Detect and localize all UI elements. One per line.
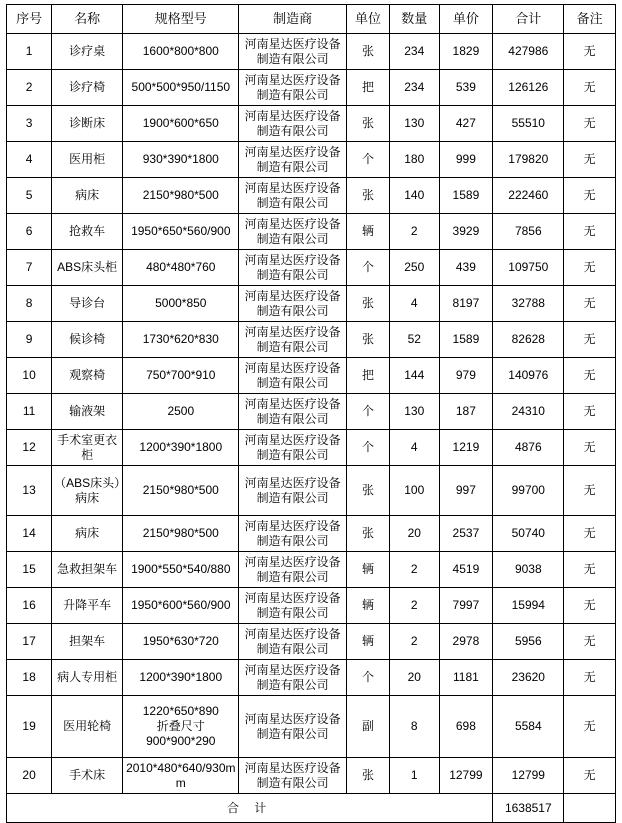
cell-spec: 2010*480*640/930mm — [123, 758, 239, 794]
cell-price: 1219 — [439, 430, 493, 466]
summary-remark — [564, 794, 616, 823]
cell-name: 升降平车 — [52, 588, 123, 624]
cell-spec: 1600*800*800 — [123, 34, 239, 70]
cell-name: 手术床 — [52, 758, 123, 794]
cell-price: 539 — [439, 70, 493, 106]
cell-total: 109750 — [493, 250, 564, 286]
cell-name: 手术室更衣柜 — [52, 430, 123, 466]
cell-total: 5956 — [493, 624, 564, 660]
cell-remark: 无 — [564, 758, 616, 794]
cell-spec: 1200*390*1800 — [123, 430, 239, 466]
table-row — [7, 552, 616, 588]
cell-name: 诊断床 — [52, 106, 123, 142]
table-row — [7, 588, 616, 624]
cell-spec: 1220*650*890 折叠尺寸 900*900*290 — [123, 696, 239, 758]
cell-price: 427 — [439, 106, 493, 142]
table-row — [7, 286, 616, 322]
cell-price: 999 — [439, 142, 493, 178]
cell-total: 427986 — [493, 34, 564, 70]
cell-total: 126126 — [493, 70, 564, 106]
cell-seq: 5 — [7, 178, 52, 214]
cell-remark: 无 — [564, 322, 616, 358]
cell-remark: 无 — [564, 394, 616, 430]
cell-remark: 无 — [564, 70, 616, 106]
cell-qty: 52 — [390, 322, 439, 358]
cell-name: 候诊椅 — [52, 322, 123, 358]
cell-name: 医用柜 — [52, 142, 123, 178]
cell-name: 病人专用柜 — [52, 660, 123, 696]
cell-price: 979 — [439, 358, 493, 394]
cell-total: 7856 — [493, 214, 564, 250]
cell-unit: 个 — [346, 142, 389, 178]
cell-total: 82628 — [493, 322, 564, 358]
cell-spec: 1900*550*540/880 — [123, 552, 239, 588]
cell-qty: 20 — [390, 660, 439, 696]
cell-maker: 河南星达医疗设备制造有限公司 — [239, 516, 347, 552]
cell-spec: 1950*630*720 — [123, 624, 239, 660]
cell-remark: 无 — [564, 142, 616, 178]
cell-total: 32788 — [493, 286, 564, 322]
cell-unit: 个 — [346, 660, 389, 696]
cell-price: 1829 — [439, 34, 493, 70]
cell-qty: 234 — [390, 70, 439, 106]
cell-spec: 1900*600*650 — [123, 106, 239, 142]
cell-qty: 144 — [390, 358, 439, 394]
cell-remark: 无 — [564, 588, 616, 624]
header-row — [7, 5, 616, 34]
cell-seq: 15 — [7, 552, 52, 588]
cell-total: 4876 — [493, 430, 564, 466]
cell-seq: 16 — [7, 588, 52, 624]
cell-spec: 750*700*910 — [123, 358, 239, 394]
cell-unit: 张 — [346, 106, 389, 142]
cell-price: 698 — [439, 696, 493, 758]
cell-unit: 辆 — [346, 588, 389, 624]
cell-price: 1181 — [439, 660, 493, 696]
cell-maker: 河南星达医疗设备制造有限公司 — [239, 430, 347, 466]
cell-qty: 2 — [390, 552, 439, 588]
cell-maker: 河南星达医疗设备制造有限公司 — [239, 466, 347, 516]
cell-remark: 无 — [564, 286, 616, 322]
equipment-table — [6, 4, 616, 823]
cell-maker: 河南星达医疗设备制造有限公司 — [239, 250, 347, 286]
cell-qty: 180 — [390, 142, 439, 178]
cell-spec: 930*390*1800 — [123, 142, 239, 178]
cell-remark: 无 — [564, 660, 616, 696]
cell-name: 医用轮椅 — [52, 696, 123, 758]
cell-seq: 10 — [7, 358, 52, 394]
cell-name: 担架车 — [52, 624, 123, 660]
cell-unit: 把 — [346, 358, 389, 394]
cell-unit: 张 — [346, 516, 389, 552]
cell-spec: 2150*980*500 — [123, 516, 239, 552]
column-header-total: 合计 — [493, 5, 564, 34]
cell-maker: 河南星达医疗设备制造有限公司 — [239, 624, 347, 660]
table-row — [7, 430, 616, 466]
cell-name: 病床 — [52, 516, 123, 552]
summary-row — [7, 794, 616, 823]
table-row — [7, 142, 616, 178]
cell-maker: 河南星达医疗设备制造有限公司 — [239, 552, 347, 588]
cell-seq: 4 — [7, 142, 52, 178]
table-footer — [7, 794, 616, 823]
cell-spec: 1950*600*560/900 — [123, 588, 239, 624]
cell-unit: 副 — [346, 696, 389, 758]
cell-seq: 14 — [7, 516, 52, 552]
cell-price: 1589 — [439, 322, 493, 358]
cell-remark: 无 — [564, 178, 616, 214]
cell-maker: 河南星达医疗设备制造有限公司 — [239, 394, 347, 430]
table-row — [7, 358, 616, 394]
cell-remark: 无 — [564, 624, 616, 660]
cell-unit: 张 — [346, 286, 389, 322]
cell-qty: 20 — [390, 516, 439, 552]
column-header-remark: 备注 — [564, 5, 616, 34]
cell-maker: 河南星达医疗设备制造有限公司 — [239, 178, 347, 214]
cell-spec: 480*480*760 — [123, 250, 239, 286]
cell-unit: 个 — [346, 250, 389, 286]
summary-value: 1638517 — [493, 794, 564, 823]
cell-name: 诊疗桌 — [52, 34, 123, 70]
cell-remark: 无 — [564, 430, 616, 466]
cell-seq: 11 — [7, 394, 52, 430]
cell-qty: 130 — [390, 106, 439, 142]
cell-remark: 无 — [564, 250, 616, 286]
cell-name: 输液架 — [52, 394, 123, 430]
cell-seq: 7 — [7, 250, 52, 286]
cell-price: 997 — [439, 466, 493, 516]
table-row — [7, 70, 616, 106]
cell-remark: 无 — [564, 34, 616, 70]
cell-maker: 河南星达医疗设备制造有限公司 — [239, 106, 347, 142]
cell-qty: 4 — [390, 286, 439, 322]
cell-name: ABS床头柜 — [52, 250, 123, 286]
table-header — [7, 5, 616, 34]
cell-name: 诊疗椅 — [52, 70, 123, 106]
cell-name: 病床 — [52, 178, 123, 214]
cell-total: 9038 — [493, 552, 564, 588]
cell-spec: 500*500*950/1150 — [123, 70, 239, 106]
cell-unit: 张 — [346, 34, 389, 70]
cell-remark: 无 — [564, 358, 616, 394]
cell-spec: 5000*850 — [123, 286, 239, 322]
cell-maker: 河南星达医疗设备制造有限公司 — [239, 358, 347, 394]
cell-price: 3929 — [439, 214, 493, 250]
cell-maker: 河南星达医疗设备制造有限公司 — [239, 70, 347, 106]
cell-total: 50740 — [493, 516, 564, 552]
table-row — [7, 106, 616, 142]
cell-spec: 2150*980*500 — [123, 178, 239, 214]
column-header-name: 名称 — [52, 5, 123, 34]
cell-total: 99700 — [493, 466, 564, 516]
cell-spec: 2500 — [123, 394, 239, 430]
cell-qty: 4 — [390, 430, 439, 466]
cell-price: 187 — [439, 394, 493, 430]
cell-unit: 把 — [346, 70, 389, 106]
column-header-maker: 制造商 — [239, 5, 347, 34]
cell-seq: 3 — [7, 106, 52, 142]
cell-maker: 河南星达医疗设备制造有限公司 — [239, 322, 347, 358]
cell-unit: 个 — [346, 430, 389, 466]
table-row — [7, 34, 616, 70]
cell-price: 2978 — [439, 624, 493, 660]
cell-spec: 1200*390*1800 — [123, 660, 239, 696]
cell-qty: 234 — [390, 34, 439, 70]
cell-name: （ABS床头）病床 — [52, 466, 123, 516]
cell-price: 439 — [439, 250, 493, 286]
cell-remark: 无 — [564, 552, 616, 588]
cell-maker: 河南星达医疗设备制造有限公司 — [239, 696, 347, 758]
table-row — [7, 624, 616, 660]
cell-maker: 河南星达医疗设备制造有限公司 — [239, 142, 347, 178]
cell-unit: 辆 — [346, 552, 389, 588]
cell-remark: 无 — [564, 466, 616, 516]
cell-price: 7997 — [439, 588, 493, 624]
cell-maker: 河南星达医疗设备制造有限公司 — [239, 286, 347, 322]
cell-remark: 无 — [564, 696, 616, 758]
cell-qty: 2 — [390, 624, 439, 660]
table-row — [7, 696, 616, 758]
cell-total: 23620 — [493, 660, 564, 696]
cell-qty: 8 — [390, 696, 439, 758]
cell-seq: 2 — [7, 70, 52, 106]
column-header-seq: 序号 — [7, 5, 52, 34]
cell-total: 179820 — [493, 142, 564, 178]
cell-price: 2537 — [439, 516, 493, 552]
table-row — [7, 516, 616, 552]
table-row — [7, 178, 616, 214]
cell-total: 140976 — [493, 358, 564, 394]
cell-seq: 8 — [7, 286, 52, 322]
cell-maker: 河南星达医疗设备制造有限公司 — [239, 758, 347, 794]
table-row — [7, 660, 616, 696]
cell-remark: 无 — [564, 214, 616, 250]
cell-qty: 140 — [390, 178, 439, 214]
summary-label: 合 计 — [7, 794, 493, 823]
cell-remark: 无 — [564, 516, 616, 552]
cell-qty: 130 — [390, 394, 439, 430]
cell-unit: 张 — [346, 466, 389, 516]
table-row — [7, 214, 616, 250]
table-row — [7, 250, 616, 286]
cell-remark: 无 — [564, 106, 616, 142]
cell-seq: 9 — [7, 322, 52, 358]
cell-seq: 20 — [7, 758, 52, 794]
table-body — [7, 34, 616, 794]
cell-seq: 1 — [7, 34, 52, 70]
cell-total: 12799 — [493, 758, 564, 794]
cell-seq: 18 — [7, 660, 52, 696]
column-header-price: 单价 — [439, 5, 493, 34]
cell-qty: 1 — [390, 758, 439, 794]
column-header-spec: 规格型号 — [123, 5, 239, 34]
cell-seq: 6 — [7, 214, 52, 250]
cell-total: 24310 — [493, 394, 564, 430]
cell-name: 观察椅 — [52, 358, 123, 394]
cell-unit: 张 — [346, 758, 389, 794]
table-row — [7, 466, 616, 516]
cell-maker: 河南星达医疗设备制造有限公司 — [239, 588, 347, 624]
column-header-unit: 单位 — [346, 5, 389, 34]
cell-price: 12799 — [439, 758, 493, 794]
cell-unit: 辆 — [346, 624, 389, 660]
cell-unit: 张 — [346, 178, 389, 214]
cell-spec: 1950*650*560/900 — [123, 214, 239, 250]
cell-total: 222460 — [493, 178, 564, 214]
cell-total: 15994 — [493, 588, 564, 624]
cell-seq: 17 — [7, 624, 52, 660]
cell-name: 导诊台 — [52, 286, 123, 322]
cell-unit: 个 — [346, 394, 389, 430]
cell-seq: 19 — [7, 696, 52, 758]
cell-unit: 辆 — [346, 214, 389, 250]
cell-qty: 2 — [390, 588, 439, 624]
cell-maker: 河南星达医疗设备制造有限公司 — [239, 660, 347, 696]
cell-qty: 2 — [390, 214, 439, 250]
cell-qty: 250 — [390, 250, 439, 286]
cell-name: 急救担架车 — [52, 552, 123, 588]
cell-unit: 张 — [346, 322, 389, 358]
cell-price: 8197 — [439, 286, 493, 322]
cell-price: 1589 — [439, 178, 493, 214]
cell-total: 55510 — [493, 106, 564, 142]
cell-total: 5584 — [493, 696, 564, 758]
cell-spec: 2150*980*500 — [123, 466, 239, 516]
cell-qty: 100 — [390, 466, 439, 516]
column-header-qty: 数量 — [390, 5, 439, 34]
table-row — [7, 322, 616, 358]
table-row — [7, 758, 616, 794]
cell-name: 抢救车 — [52, 214, 123, 250]
cell-seq: 13 — [7, 466, 52, 516]
table-row — [7, 394, 616, 430]
cell-spec: 1730*620*830 — [123, 322, 239, 358]
cell-seq: 12 — [7, 430, 52, 466]
cell-maker: 河南星达医疗设备制造有限公司 — [239, 34, 347, 70]
cell-maker: 河南星达医疗设备制造有限公司 — [239, 214, 347, 250]
cell-price: 4519 — [439, 552, 493, 588]
